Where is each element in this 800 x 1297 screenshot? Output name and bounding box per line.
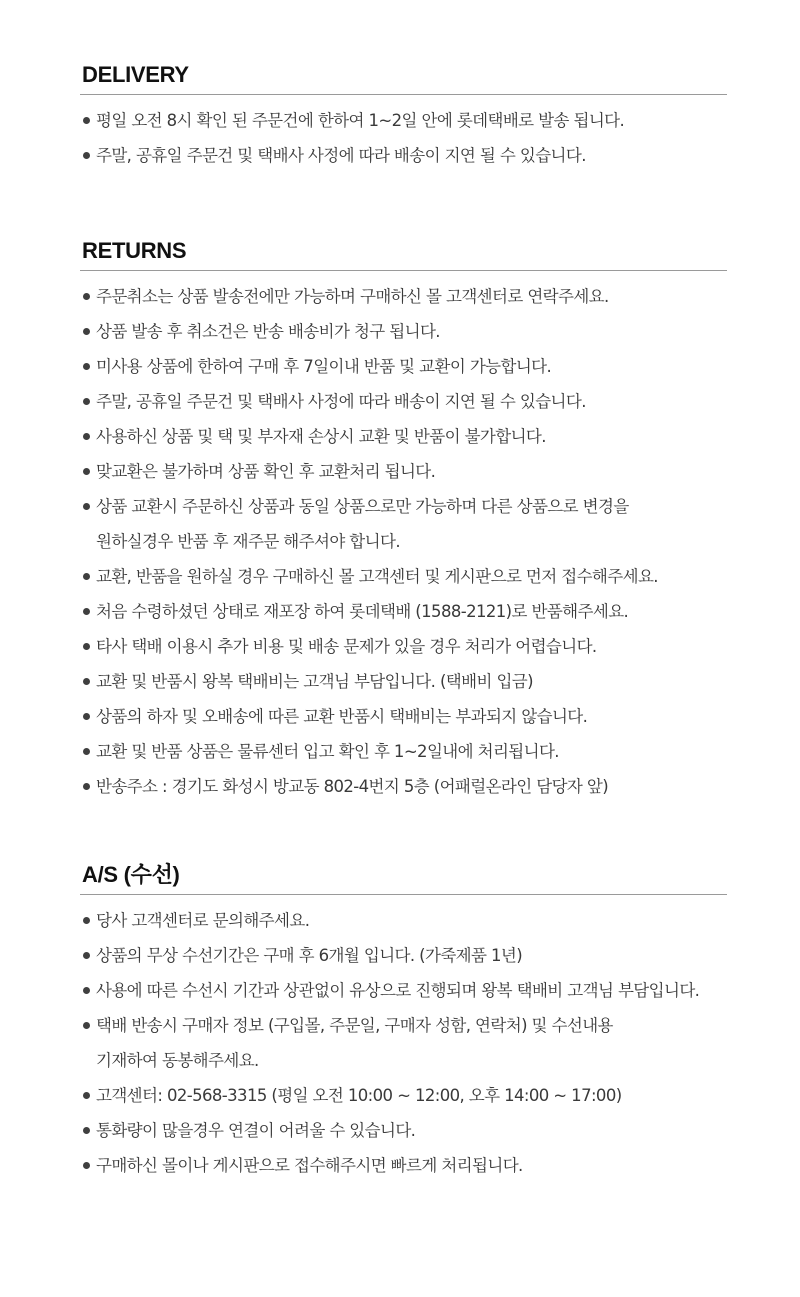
- list-item: 통화량이 많을경우 연결이 어려울 수 있습니다.: [80, 1113, 727, 1148]
- as-list: [80, 903, 727, 1183]
- bullet-icon: [83, 748, 90, 755]
- delivery-divider: [80, 94, 727, 95]
- returns-list: [80, 279, 727, 804]
- bullet-icon: [83, 503, 90, 510]
- list-item: 교환 및 반품 상품은 물류센터 입고 확인 후 1~2일내에 처리됩니다.: [80, 734, 727, 769]
- list-item: 구매하신 몰이나 게시판으로 접수해주시면 빠르게 처리됩니다.: [80, 1148, 727, 1183]
- list-item: 주말, 공휴일 주문건 및 택배사 사정에 따라 배송이 지연 될 수 있습니다.: [80, 384, 727, 419]
- bullet-icon: [83, 608, 90, 615]
- as-heading: A/S (수선): [82, 862, 180, 887]
- list-item: 택배 반송시 구매자 정보 (구입몰, 주문일, 구매자 성함, 연락처) 및 수선내용 기재하여 동봉해주세요.: [80, 1008, 727, 1078]
- list-item: 교환 및 반품시 왕복 택배비는 고객님 부담입니다. (택배비 입금): [80, 664, 727, 699]
- delivery-section: [80, 60, 727, 173]
- as-section: [80, 860, 727, 1183]
- bullet-icon: [83, 952, 90, 959]
- bullet-icon: [83, 1092, 90, 1099]
- list-item: 사용에 따른 수선시 기간과 상관없이 유상으로 진행되며 왕복 택배비 고객님 부담입니다.: [80, 973, 727, 1008]
- bullet-icon: [83, 987, 90, 994]
- bullet-icon: [83, 713, 90, 720]
- bullet-icon: [83, 643, 90, 650]
- list-item: 상품 발송 후 취소건은 반송 배송비가 청구 됩니다.: [80, 314, 727, 349]
- bullet-icon: [83, 293, 90, 300]
- list-item: 고객센터: 02-568-3315 (평일 오전 10:00 ~ 12:00, 오후 14:00 ~ 17:00): [80, 1078, 727, 1113]
- list-item: 주말, 공휴일 주문건 및 택배사 사정에 따라 배송이 지연 될 수 있습니다.: [80, 138, 727, 173]
- bullet-icon: [83, 917, 90, 924]
- list-item: 타사 택배 이용시 추가 비용 및 배송 문제가 있을 경우 처리가 어렵습니다.: [80, 629, 727, 664]
- returns-divider: [80, 270, 727, 271]
- bullet-icon: [83, 117, 90, 124]
- bullet-icon: [83, 1162, 90, 1169]
- bullet-icon: [83, 433, 90, 440]
- bullet-icon: [83, 328, 90, 335]
- list-item: 반송주소 : 경기도 화성시 방교동 802-4번지 5층 (어패럴온라인 담당자 앞): [80, 769, 727, 804]
- list-item: 상품의 하자 및 오배송에 따른 교환 반품시 택배비는 부과되지 않습니다.: [80, 699, 727, 734]
- bullet-icon: [83, 783, 90, 790]
- bullet-icon: [83, 1127, 90, 1134]
- list-item: 상품의 무상 수선기간은 구매 후 6개월 입니다. (가죽제품 1년): [80, 938, 727, 973]
- list-item: 주문취소는 상품 발송전에만 가능하며 구매하신 몰 고객센터로 연락주세요.: [80, 279, 727, 314]
- bullet-icon: [83, 468, 90, 475]
- bullet-icon: [83, 363, 90, 370]
- list-item: 사용하신 상품 및 택 및 부자재 손상시 교환 및 반품이 불가합니다.: [80, 419, 727, 454]
- bullet-icon: [83, 152, 90, 159]
- delivery-heading: DELIVERY: [82, 62, 189, 87]
- bullet-icon: [83, 678, 90, 685]
- returns-heading: RETURNS: [82, 238, 187, 263]
- returns-section: [80, 236, 727, 804]
- list-item: 교환, 반품을 원하실 경우 구매하신 몰 고객센터 및 게시판으로 먼저 접수해주세요.: [80, 559, 727, 594]
- list-item: 맞교환은 불가하며 상품 확인 후 교환처리 됩니다.: [80, 454, 727, 489]
- list-item: 처음 수령하셨던 상태로 재포장 하여 롯데택배 (1588-2121)로 반품해주세요.: [80, 594, 727, 629]
- list-item: 평일 오전 8시 확인 된 주문건에 한하여 1~2일 안에 롯데택배로 발송 됩니다.: [80, 103, 727, 138]
- list-item: 상품 교환시 주문하신 상품과 동일 상품으로만 가능하며 다른 상품으로 변경을 원하실경우 반품 후 재주문 해주셔야 합니다.: [80, 489, 727, 559]
- list-item: 당사 고객센터로 문의해주세요.: [80, 903, 727, 938]
- bullet-icon: [83, 573, 90, 580]
- bullet-icon: [83, 398, 90, 405]
- bullet-icon: [83, 1022, 90, 1029]
- as-divider: [80, 894, 727, 895]
- list-item: 미사용 상품에 한하여 구매 후 7일이내 반품 및 교환이 가능합니다.: [80, 349, 727, 384]
- delivery-list: [80, 103, 727, 173]
